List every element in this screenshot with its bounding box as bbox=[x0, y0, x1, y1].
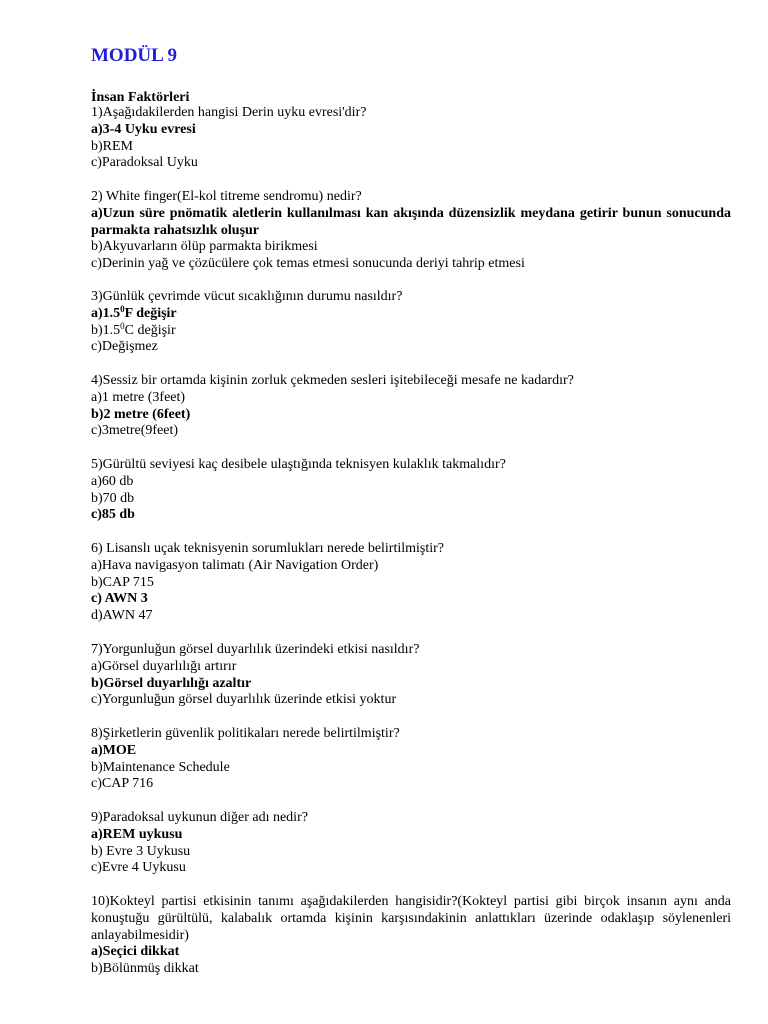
question-text: 7)Yorgunluğun görsel duyarlılık üzerindeki etkisi nasıldır? bbox=[91, 642, 420, 657]
question-text: 8)Şirketlerin güvenlik politikaları nerede belirtilmiştir? bbox=[91, 726, 400, 741]
answer-option: a)Görsel duyarlılığı artırır bbox=[91, 658, 237, 674]
answer-option: $b)1.5^0C$ değişir bbox=[91, 320, 176, 338]
question-block bbox=[91, 894, 731, 978]
answer-option: c)Evre 4 Uykusu bbox=[91, 860, 186, 876]
answer-option: c)85 db bbox=[91, 507, 135, 523]
answer-option: $a)1.5^0F$ değişir bbox=[91, 303, 177, 321]
answer-option: c)Değişmez bbox=[91, 339, 158, 355]
question-text: 6) Lisanslı uçak teknisyenin sorumlukları nerede belirtilmiştir? bbox=[91, 541, 445, 556]
question-block bbox=[91, 457, 731, 524]
question-text: 10)Kokteyl partisi etkisinin tanımı aşağıdakilerden hangisidir?(Kokteyl partisi gibi birçok insanın aynı anda konuştuğu gürültülü, kalabalık ortamda kişinin karşısındakinin anlattıkları üzerinde odaklaşıp söylenenleri anlayabilmesidir) bbox=[91, 894, 731, 943]
answer-option: c)Yorgunluğun görsel duyarlılık üzerinde etkisi yoktur bbox=[91, 692, 397, 708]
question-text: 2) White finger(El-kol titreme sendromu) nedir? bbox=[91, 189, 362, 204]
answer-option: a)Seçici dikkat bbox=[91, 944, 180, 960]
question-text: 5)Gürültü seviyesi kaç desibele ulaştığında teknisyen kulaklık takmalıdır? bbox=[91, 457, 506, 472]
section-heading: İnsan Faktörleri bbox=[91, 90, 190, 105]
answer-option: a)60 db bbox=[91, 473, 134, 489]
answer-option: b)Görsel duyarlılığı azaltır bbox=[91, 675, 252, 691]
answer-option: c)3metre(9feet) bbox=[91, 423, 179, 439]
answer-option: b)Bölünmüş dikkat bbox=[91, 961, 199, 977]
module-title: MODÜL 9 bbox=[91, 45, 178, 66]
question-text: 4)Sessiz bir ortamda kişinin zorluk çekmeden sesleri işitebileceği mesafe ne kadardır? bbox=[91, 373, 574, 388]
answer-option: c) AWN 3 bbox=[91, 591, 148, 607]
question-text: 1)Aşağıdakilerden hangisi Derin uyku evresi'dir? bbox=[91, 105, 367, 120]
question-text: 3)Günlük çevrimde vücut sıcaklığının durumu nasıldır? bbox=[91, 289, 403, 304]
answer-option: c)CAP 716 bbox=[91, 776, 154, 792]
answer-option: d)AWN 47 bbox=[91, 608, 153, 624]
answer-option: c)Derinin yağ ve çözücülere çok temas etmesi sonucunda deriyi tahrip etmesi bbox=[91, 256, 525, 272]
answer-option: a)Uzun süre pnömatik aletlerin kullanılması kan akışında düzensizlik meydana getirir bunun sonucunda parmakta rahatsızlık oluşur bbox=[91, 205, 731, 238]
answer-option: a)3-4 Uyku evresi bbox=[91, 121, 196, 137]
answer-option: b)70 db bbox=[91, 490, 135, 506]
answer-option: a)MOE bbox=[91, 742, 137, 758]
question-block bbox=[91, 289, 731, 356]
answer-option: b)Maintenance Schedule bbox=[91, 759, 230, 775]
question-block bbox=[91, 373, 731, 440]
question-block bbox=[91, 541, 731, 625]
answer-option: c)Paradoksal Uyku bbox=[91, 155, 198, 171]
question-block bbox=[91, 189, 731, 273]
question-block bbox=[91, 810, 731, 877]
question-block bbox=[91, 105, 731, 172]
answer-option: b) Evre 3 Uykusu bbox=[91, 843, 191, 859]
answer-option: a)Hava navigasyon talimatı (Air Navigation Order) bbox=[91, 557, 379, 573]
answer-option: b)REM bbox=[91, 138, 133, 154]
question-block bbox=[91, 642, 731, 709]
answer-option: a)1 metre (3feet) bbox=[91, 389, 186, 405]
question-block bbox=[91, 726, 731, 793]
answer-option: a)REM uykusu bbox=[91, 826, 183, 842]
answer-option: b)2 metre (6feet) bbox=[91, 406, 191, 422]
answer-option: b)CAP 715 bbox=[91, 574, 154, 590]
question-text: 9)Paradoksal uykunun diğer adı nedir? bbox=[91, 810, 308, 825]
answer-option: b)Akyuvarların ölüp parmakta birikmesi bbox=[91, 239, 318, 255]
